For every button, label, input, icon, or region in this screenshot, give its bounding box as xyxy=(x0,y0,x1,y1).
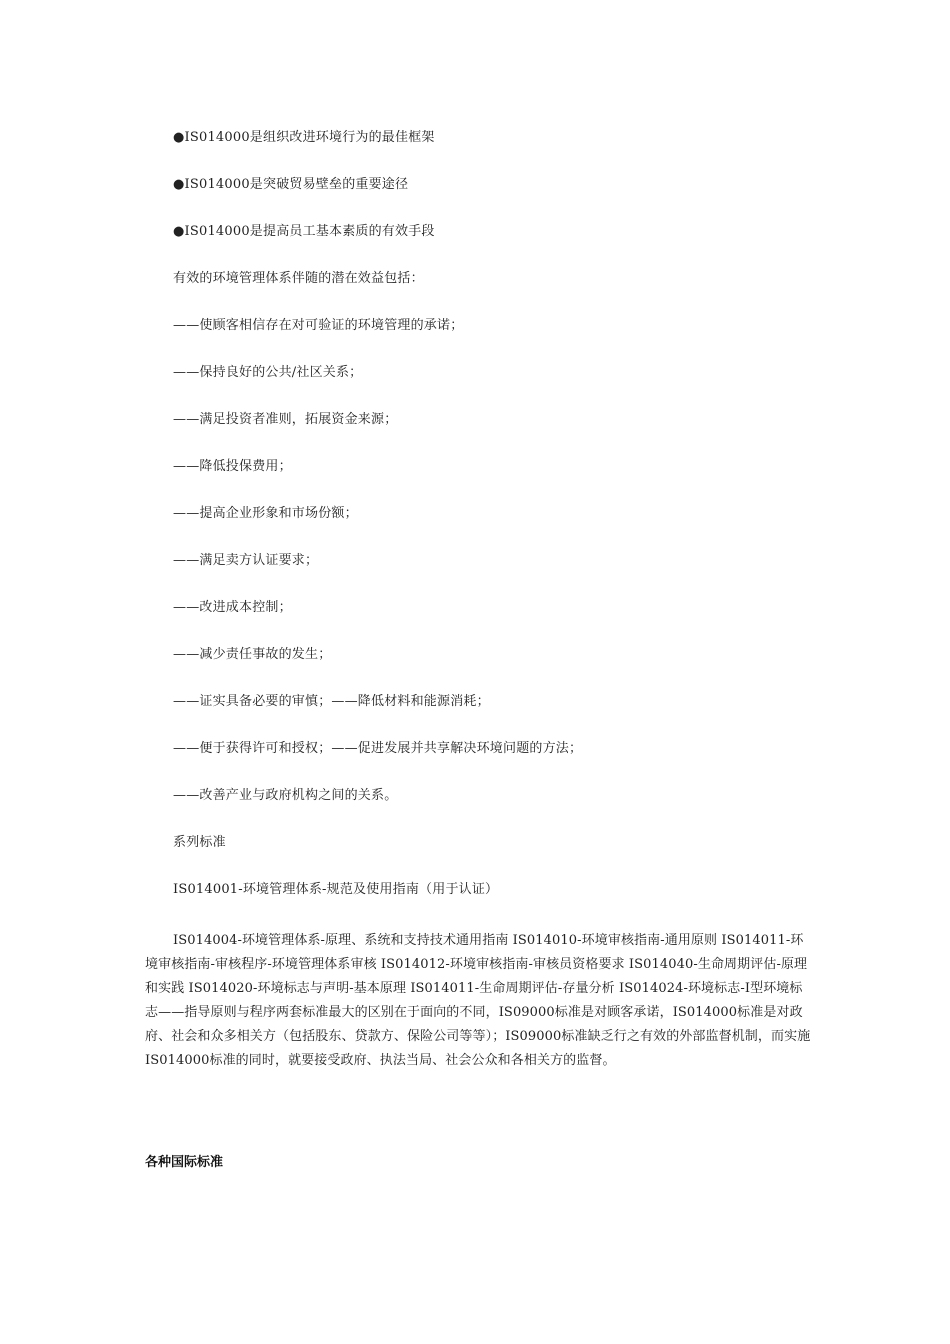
benefit-item-7: ——改进成本控制； xyxy=(173,600,292,615)
bullet-line-2: ●IS014000是突破贸易壁垒的重要途径 xyxy=(173,177,409,192)
benefits-intro: 有效的环境管理体系伴随的潜在效益包括： xyxy=(173,271,424,286)
series-paragraph: IS014004-环境管理体系-原理、系统和支持技术通用指南 IS014010-环境审核指南-通用原则 IS014011-环境审核指南-审核程序-环境管理体系审核 IS014012-环境审核指南-审核员资格要求 IS014040-生命周期评估-原理和实践 IS014020-环境标志与声明-基本原理 IS014011-生命周期评估-存量分析 IS014024-环境标志-I型环境标志——指导原则与程序两套标准最大的区别在于面向的不同，IS09000标准是对顾客承诺，IS014000标准是对政府、社会和众多相关方（包括股东、贷款方、保险公司等等）；IS09000标准缺乏行之有效的外部监督机制，而实施IS014000标准的同时，就要接受政府、执法当局、社会公众和各相关方的监督。 xyxy=(145,933,811,1068)
benefit-item-5: ——提高企业形象和市场份额； xyxy=(173,506,358,521)
benefit-item-3: ——满足投资者准则，拓展资金来源； xyxy=(173,412,398,427)
benefit-item-10: ——便于获得许可和授权；——促进发展并共享解决环境问题的方法； xyxy=(173,741,583,756)
benefit-item-1: ——使顾客相信存在对可验证的环境管理的承诺； xyxy=(173,318,464,333)
series-first-standard: IS014001-环境管理体系-规范及使用指南（用于认证） xyxy=(173,882,499,897)
section-heading: 各种国际标准 xyxy=(145,1155,224,1170)
series-title: 系列标准 xyxy=(173,835,226,850)
benefit-item-2: ——保持良好的公共/社区关系； xyxy=(173,365,363,380)
bullet-line-3: ●IS014000是提高员工基本素质的有效手段 xyxy=(173,224,435,239)
benefit-item-9: ——证实具备必要的审慎；——降低材料和能源消耗； xyxy=(173,694,490,709)
benefit-item-6: ——满足卖方认证要求； xyxy=(173,553,319,568)
benefit-item-11: ——改善产业与政府机构之间的关系。 xyxy=(173,788,398,803)
bullet-line-1: ●IS014000是组织改进环境行为的最佳框架 xyxy=(173,130,435,145)
benefit-item-4: ——降低投保费用； xyxy=(173,459,292,474)
benefit-item-8: ——减少责任事故的发生； xyxy=(173,647,332,662)
